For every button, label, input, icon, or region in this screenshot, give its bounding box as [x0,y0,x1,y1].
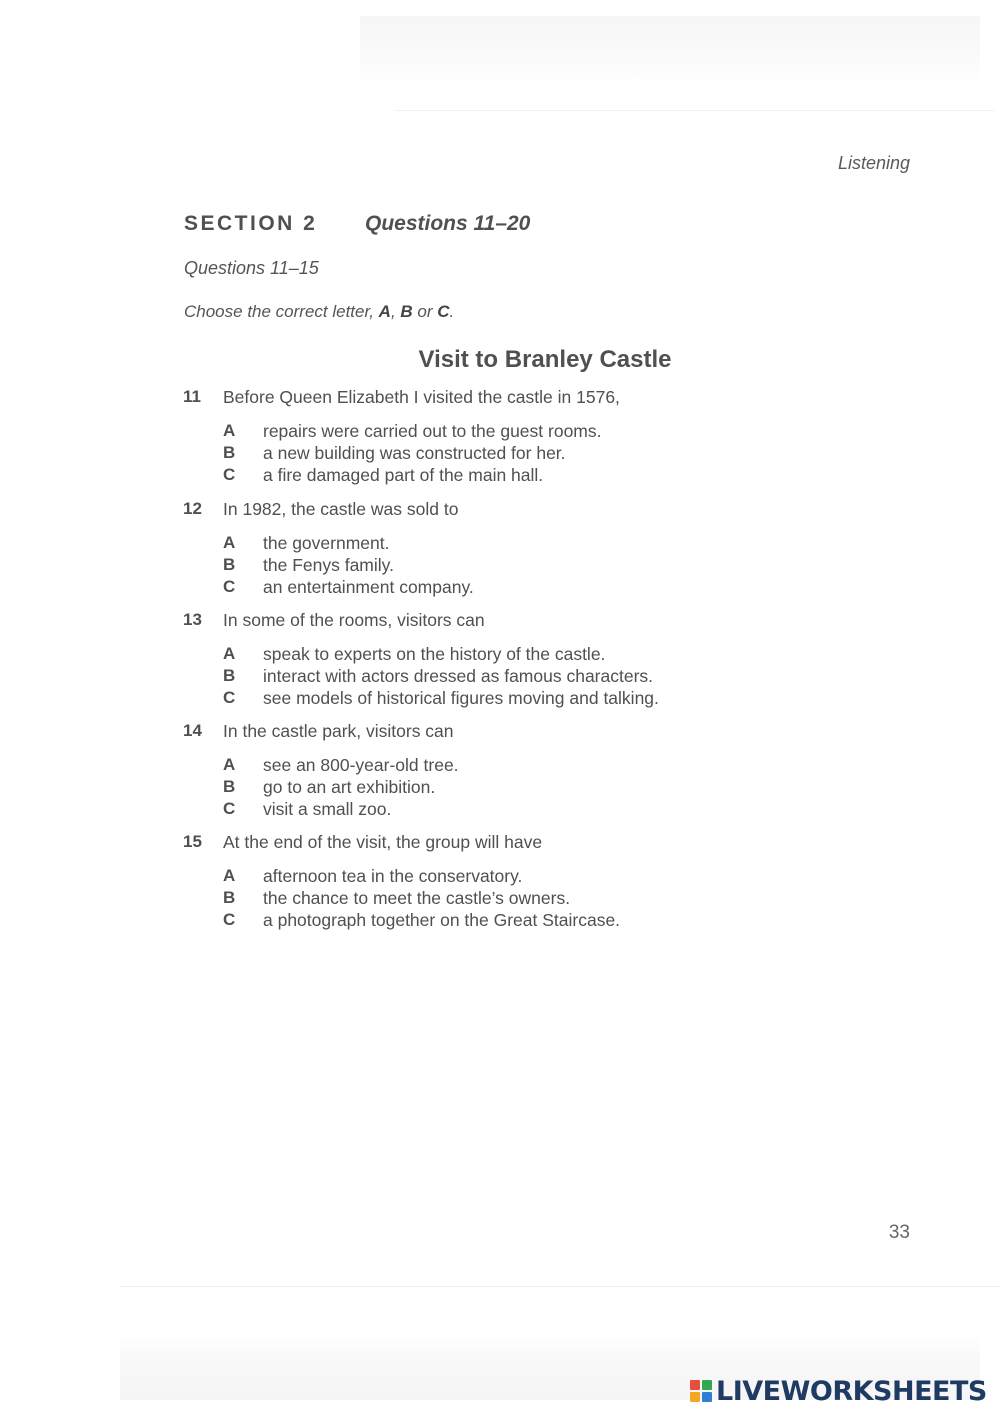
instruction-option-a: A [378,302,391,321]
option-letter: A [223,421,236,440]
instruction-sep: , [390,302,401,321]
option-letter: C [223,910,236,929]
logo-square [690,1392,700,1402]
instruction-option-b: B [400,302,413,321]
liveworksheets-logo-icon [690,1380,712,1402]
questions-subheading: Questions 11–15 [184,258,319,278]
option-letter: B [223,443,236,462]
question-stem: In 1982, the castle was sold to [223,499,459,519]
instruction-suffix: . [449,302,455,321]
scan-shadow-top [360,16,980,86]
option-letter: A [223,644,236,663]
option-text: speak to experts on the history of the castle. [263,644,606,664]
logo-square [702,1392,712,1402]
page-number: 33 [888,1222,910,1243]
option-text: go to an art exhibition. [263,777,436,797]
section-range: Questions 11–20 [365,212,531,235]
option-text: see models of historical figures moving and talking. [263,688,659,708]
scan-edge-line [120,1286,1000,1287]
option-text: visit a small zoo. [263,799,392,819]
option-letter: A [223,533,236,552]
question-stem: At the end of the visit, the group will have [223,832,543,852]
option-letter: B [223,666,236,685]
option-text: an entertainment company. [263,577,474,597]
question-number: 13 [183,610,202,629]
option-letter: B [223,555,236,574]
option-letter: A [223,755,236,774]
option-text: the government. [263,533,390,553]
question-number: 14 [183,721,202,740]
option-text: afternoon tea in the conservatory. [263,866,523,886]
section-heading [184,212,531,236]
question-stem: In some of the rooms, visitors can [223,610,485,630]
option-text: repairs were carried out to the guest rooms. [263,421,602,441]
question-number: 12 [183,499,202,518]
option-text: the chance to meet the castle’s owners. [263,888,571,908]
option-text: the Fenys family. [263,555,394,575]
option-letter: C [223,799,236,818]
option-letter: B [223,888,236,907]
option-letter: C [223,577,236,596]
question-number: 11 [183,387,201,406]
instruction-sep: or [412,302,438,321]
option-text: a new building was constructed for her. [263,443,566,463]
logo-square [702,1380,712,1390]
brand-name: LIVEWORKSHEETS [716,1375,987,1407]
logo-square [690,1380,700,1390]
instruction-option-c: C [437,302,450,321]
section-label: SECTION 2 [184,212,318,235]
instruction-text [184,302,454,322]
option-letter: A [223,866,236,885]
liveworksheets-brand [690,1375,987,1407]
option-letter: B [223,777,236,796]
scan-edge-line [395,110,995,111]
option-letter: C [223,465,236,484]
option-text: interact with actors dressed as famous characters. [263,666,654,686]
passage-title: Visit to Branley Castle [418,346,672,373]
running-head: Listening [837,153,910,173]
instruction-prefix: Choose the correct letter, [184,302,379,321]
option-text: a fire damaged part of the main hall. [263,465,544,485]
option-letter: C [223,688,236,707]
question-number: 15 [183,832,202,851]
option-text: a photograph together on the Great Staircase. [263,910,621,930]
option-text: see an 800-year-old tree. [263,755,459,775]
question-stem: In the castle park, visitors can [223,721,454,741]
question-stem: Before Queen Elizabeth I visited the castle in 1576, [223,387,620,407]
